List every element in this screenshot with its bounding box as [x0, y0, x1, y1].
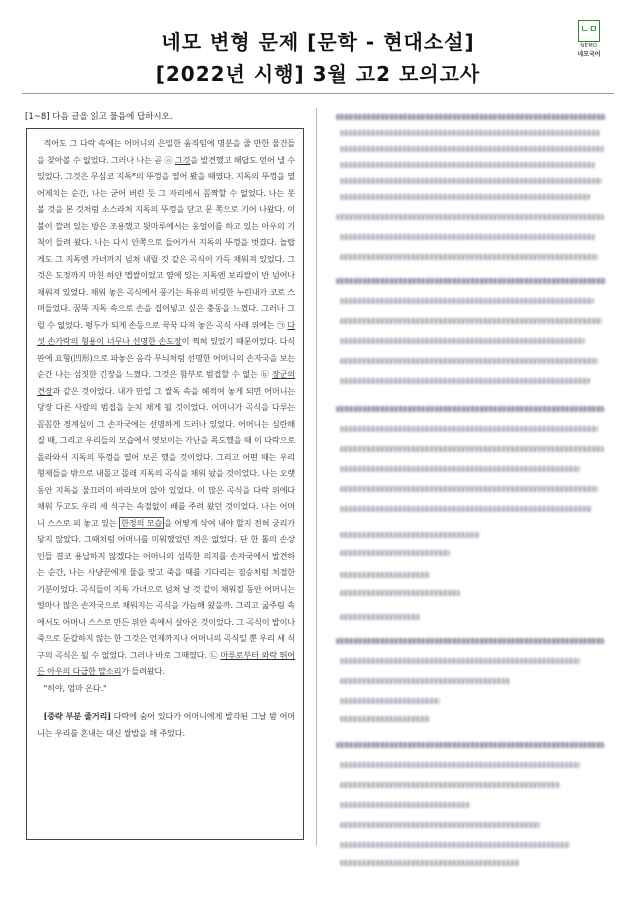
- blurred-line: [340, 572, 430, 578]
- blurred-line: [340, 762, 580, 768]
- blurred-line: [336, 214, 604, 220]
- logo-mark-icon: ㄴㅁ: [578, 20, 600, 42]
- blurred-line: [340, 234, 595, 240]
- logo-english-text: NEMO: [580, 43, 598, 49]
- blurred-line: [340, 716, 430, 722]
- blurred-line: [340, 678, 510, 684]
- blurred-line: [340, 254, 598, 260]
- blurred-line: [340, 822, 540, 828]
- blurred-line: [340, 162, 595, 168]
- blurred-line: [340, 486, 598, 492]
- nemo-logo: [572, 20, 606, 58]
- underlined-giyeok: 다섯 손가락의 형용이 너무나 선명한 손도장: [37, 319, 295, 346]
- summary-text: 다락에 숨어 있다가 어머니에게 발각된 그날 밤 어머니는 우리를 혼내는 대신 쌀밥을 해 주었다.: [37, 711, 295, 738]
- omitted-summary: [37, 708, 295, 741]
- underlined-nieun: 마루로부터 와락 뛰어든 아우의 다급한 말소리: [37, 649, 295, 676]
- blurred-line: [340, 130, 600, 136]
- page-header: [0, 0, 636, 92]
- blurred-line: [340, 318, 602, 324]
- dialogue-quote: "히야, 엄마 온다.": [43, 682, 107, 693]
- blurred-line: [340, 506, 592, 512]
- header-divider: [22, 93, 614, 94]
- blurred-line: [340, 358, 598, 364]
- blurred-line: [340, 338, 585, 344]
- blurred-line: [336, 406, 604, 412]
- blurred-line: [340, 658, 580, 664]
- blurred-line: [340, 298, 594, 304]
- blurred-line: [336, 742, 604, 748]
- column-divider: [316, 108, 317, 846]
- underlined-b: 장군의 견장: [37, 369, 295, 396]
- blurred-line: [340, 860, 520, 866]
- blurred-line: [340, 466, 580, 472]
- blurred-line: [340, 378, 590, 384]
- page-title-line2: [2022년 시행] 3월 고2 모의고사: [155, 62, 481, 86]
- blurred-line: [340, 532, 480, 538]
- blurred-line: [340, 446, 604, 452]
- blurred-line: [336, 114, 606, 120]
- underlined-a: 그것: [174, 154, 191, 165]
- logo-korean-text: 네모국어: [577, 51, 601, 58]
- blurred-line: [340, 194, 590, 200]
- blurred-line: [340, 178, 602, 184]
- blurred-line: [340, 426, 598, 432]
- summary-label: [중략 부분 줄거리]: [43, 711, 111, 721]
- blurred-line: [340, 614, 420, 620]
- blurred-line: [340, 842, 570, 848]
- question-instruction: [1~8] 다음 글을 읽고 물음에 답하시오.: [25, 112, 173, 122]
- boxed-phrase: 한정의 모습: [121, 517, 163, 528]
- blurred-line: [340, 590, 460, 596]
- passage-box: [26, 128, 304, 840]
- passage-paragraph: 적어도 그 다락 속에는 어머니의 은밀한 움직임에 명분을 줄 만한 물건들을 찾아볼 수 없었다. 그러나 나는 곧 ⓐ 그것을 발견했고 해답도 얻어 낼 수 있었다. 그것은 무심코 지독*의 뚜껑을 열어 봤을 때였다. 지독의 뚜껑을 열어제치는 순간, 나는 굳어 버린 듯 그 자리에서 꼼짝할 수 없었다. 나는 못 볼 것을 본 것처럼 소스라쳐 지독의 뚜껑을 닫고 문 쪽으로 기어 나왔다. 이불이 깔려 있는 방은 조용했고 뒷마루에서는 웅얼이를 하고 있는 아우의 기척이 들려 왔다. 나는 다시 안쪽으로 들어가서 지독의 뚜껑을 벗겼다. 놀랍게도 그 지독엔 가녀까지 넘쳐 내릴 것 같은 곡식이 가득 채워져 있었다. 그것은 도정까지 마친 하얀 멥쌀이었고 옆에 있는 지독엔 보리쌀이 반 넘어나 채워져 있었다. 채워 놓은 곡식에서 풍기는 특유의 비릿한 누린내가 코로 스며들었다. 꿈뚝 지독 속으로 손을 집어넣고 싶은 충동을 느꼈다. 그러나 그럴 수 없었다. 평두가 되게 손등으로 꾹꾹 다져 놓은 곡식 사래 위에는 ㉠ 다섯 손가락의 형용이 너무나 선명한 손도장이 찍혀 있었기 때문이었다. 다식판에 요형(凹形)으로 파놓은 음각 무늬처럼 선명한 어머니의 손자국을 보는 순간 나는 섬짓한 긴장을 느꼈다. 그것은 함부로 범접할 수 없는 ⓑ 장군의 견장과 같은 것이었다. 내가 만일 그 쌀독 속을 헤적여 놓게 되면 어머니는 당장 다른 사람의 범접을 눈치 채게 될 것이었다. 어머니가 곡식을 다루는 꼼꼼한 경계심이 그 손자국에는 선명하게 드러나 있었다. 어머니는 심란해질 때, 그리고 우리들의 모습에서 엿보이는 가난을 목도했을 때 이 다락으로 올라와서 지독의 뚜껑을 열어 보곤 했을 것이었다. 그리고 어떤 때는 우리 형제들을 밖으로 내몰고 몰래 지독의 곡식을 채워 놨을 것이었다. 나는 오랫동안 지독을 물끄러미 바라보며 앉아 있었다. 이 많은 곡식을 다락 위에다 채워 두고도 우리 세 식구는 속절없이 배를 주려 왔던 것이었다. 나는 어머니 스스로 피 놓고 있는 한정의 모습 을 어떻게 삭여 내야 할지 전혀 궁리가 닿지 않았다. 그때처럼 어머니를 미워했었던 적은 없었다. 단 한 톨의 손상인들 결코 용납하지 않겠다는 어머니의 섬뜩한 의지를 손자국에서 발견하는 순간, 나는 사냥꾼에게 물을 맞고 죽을 때를 기다리는 짐승처럼 처절한 기분이었다. 곡식들이 지독 가녀으로 넘쳐 날 것 같이 채워질 동안 어머니는 얼마나 많은 손자국으로 채워지는 곡식을 가늠해 왔을까. 그리고 굶주림 속에서도 어머니 스스로 만든 위안 속에서 살아온 것이었다. 그 곡식이 밥이나 죽으로 둔갑하지 않는 한 그것은 언제까지나 어머니의 곡식일 뿐 우리 세 식구의 곡식은 될 수 없었다. 그러나 바로 그때였다. ㉡ 마루로부터 와락 뛰어든 아우의 다급한 말소리가 들려왔다.: [37, 138, 295, 676]
- blurred-line: [340, 146, 604, 152]
- blurred-line: [336, 638, 604, 644]
- blurred-line: [340, 782, 560, 788]
- blurred-line: [340, 550, 450, 556]
- page-title-line1: 네모 변형 문제 [문학 - 현대소설]: [161, 30, 475, 54]
- blurred-questions-column: [330, 110, 618, 870]
- blurred-line: [336, 278, 606, 284]
- blurred-line: [340, 802, 470, 808]
- blurred-line: [340, 698, 440, 704]
